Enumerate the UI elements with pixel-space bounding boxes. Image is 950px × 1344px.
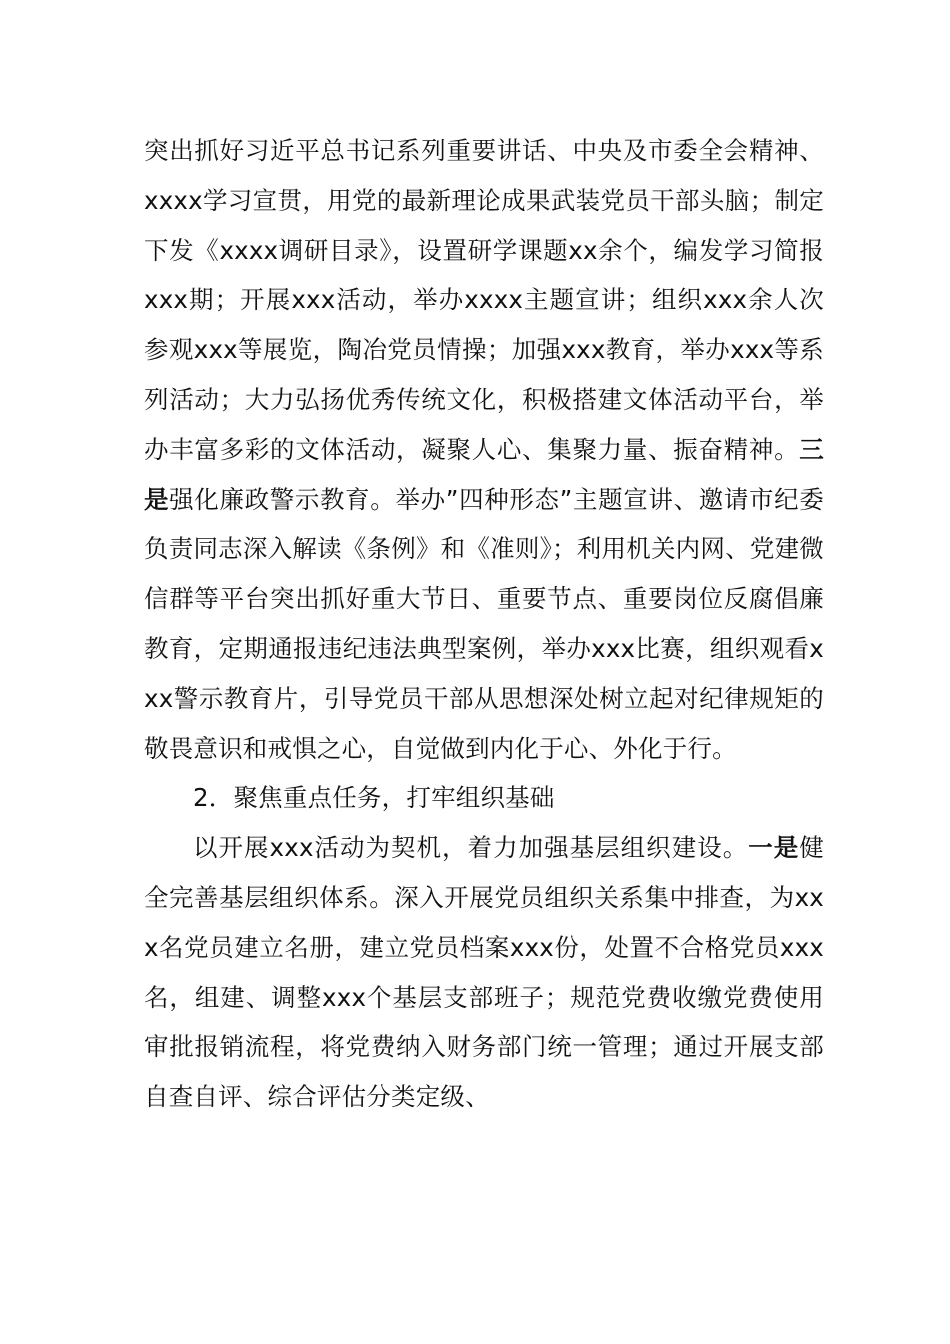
bold-text-run: 一是 xyxy=(748,833,800,863)
text-run: 强化廉政警示教育。举办”四种形态”主题宣讲、邀请市纪委负责同志深入解读《条例》和《准则》；利用机关内网、党建微信群等平台突出抓好重大节日、重要节点、重要岗位反腐倡廉教育，定期通报违纪违法典型案例，举办xxx比赛，组织观看xxx警示教育片，引导党员干部从思想深处树立起对纪律规矩的敬畏意识和戒惧之心，自觉做到内化于心、外化于行。 xyxy=(144,484,824,763)
text-run: 以开展xxx活动为契机，着力加强基层组织建设。 xyxy=(193,833,749,863)
document-body xyxy=(144,126,824,1122)
heading-text: 2．聚焦重点任务，打牢组织基础 xyxy=(193,783,555,813)
text-run: 健全完善基层组织体系。深入开展党员组织关系集中排查，为xxx名党员建立名册，建立党员档案xxx份，处置不合格党员xxx名，组建、调整xxx个基层支部班子；规范党费收缴党费使用审批报销流程，将党费纳入财务部门统一管理；通过开展支部自查自评、综合评估分类定级、 xyxy=(144,833,824,1112)
paragraph-3 xyxy=(144,823,824,1122)
section-heading xyxy=(144,773,824,823)
paragraph-1 xyxy=(144,126,824,773)
text-run: 突出抓好习近平总书记系列重要讲话、中央及市委全会精神、xxxx学习宣贯，用党的最新理论成果武装党员干部头脑；制定下发《xxxx调研目录》，设置研学课题xx余个，编发学习简报xxx期；开展xxx活动，举办xxxx主题宣讲；组织xxx余人次参观xxx等展览，陶冶党员情操；加强xxx教育，举办xxx等系列活动；大力弘扬优秀传统文化，积极搭建文体活动平台，举办丰富多彩的文体活动，凝聚人心、集聚力量、振奋精神。 xyxy=(144,136,824,464)
bold-text-run: 三是 xyxy=(144,434,824,514)
